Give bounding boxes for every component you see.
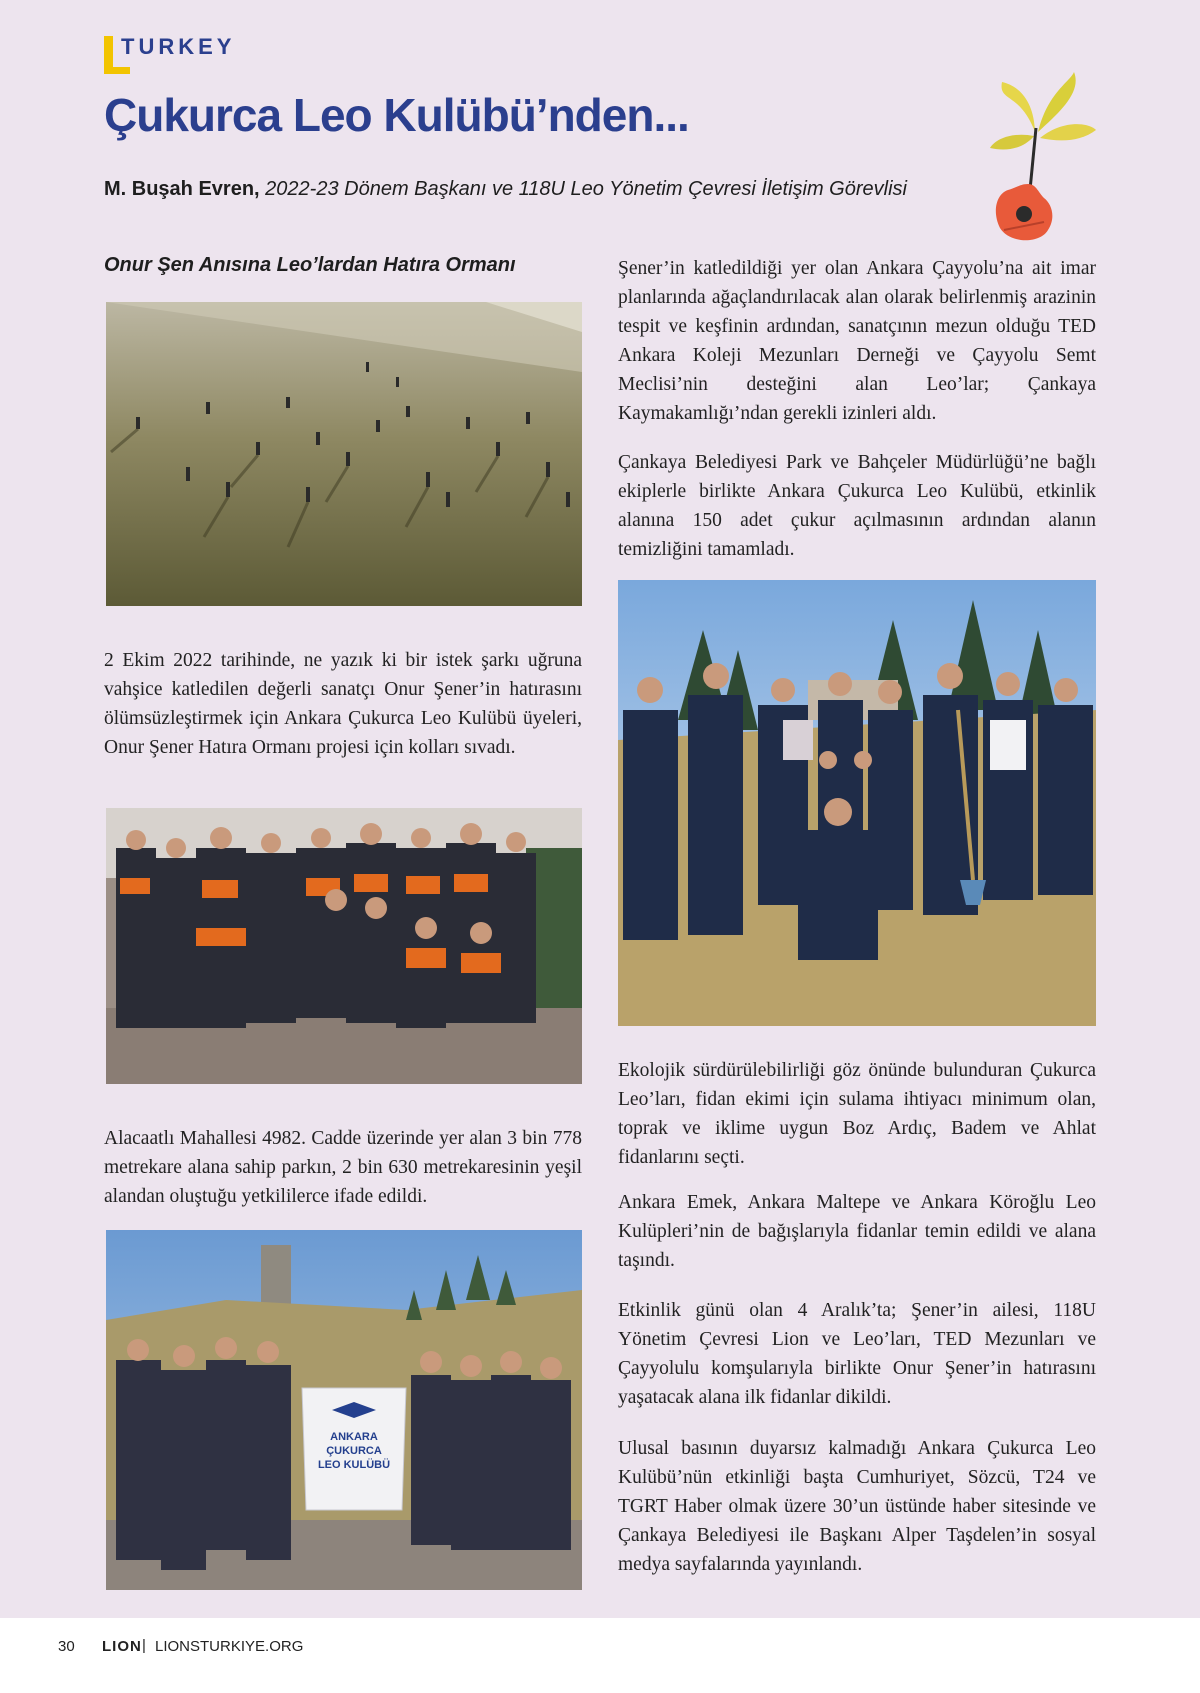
guitar-sapling-icon — [990, 72, 1100, 242]
magazine-name: LION — [102, 1638, 142, 1655]
author-name: M. Buşah Evren, — [104, 178, 260, 200]
family-group-photo — [618, 580, 1096, 1026]
paragraph-donations: Ankara Emek, Ankara Maltepe ve Ankara Köroğlu Leo Kulüpleri’nin de bağışlarıyla fidanlar temin edildi ve alana taşındı. — [618, 1192, 1096, 1271]
author-role: 2022-23 Dönem Başkanı ve 118U Leo Yönetim Çevresi İletişim Görevlisi — [265, 178, 907, 200]
banner-line2: ÇUKURCA — [326, 1445, 382, 1457]
article-subheading: Onur Şen Anısına Leo’lardan Hatıra Ormanı — [104, 254, 516, 276]
paragraph-cleanup: Çankaya Belediyesi Park ve Bahçeler Müdürlüğü’ne bağlı ekiplerle birlikte Ankara Çukurca Leo Kulübü, etkinlik alanına 150 adet çukur açılmasının ardından alanın temizliğini tamamladı. — [618, 452, 1096, 560]
paragraph-press: Ulusal basının duyarsız kalmadığı Ankara Çukurca Leo Kulübü’nün etkinliği başta Cumhuriyet, Sözcü, T24 ve TGRT Haber olmak üzere 30’un üstünde haber sitesinde ve Çankaya Belediyesi ile Başkanı Alper Taşdelen’in sosyal medya sayfalarında yayınlandı. — [618, 1438, 1096, 1575]
article-title: Çukurca Leo Kulübü’nden... — [104, 89, 689, 141]
workers-group-photo — [106, 808, 582, 1084]
byline — [104, 178, 907, 201]
banner-line1: ANKARA — [330, 1431, 378, 1443]
paragraph-saplings: Ekolojik sürdürülebilirliği göz önünde bulunduran Çukurca Leo’ları, fidan ekimi için sulama ihtiyacı minimum olan, toprak ve iklime uygun Boz Ardıç, Badem ve Ahlat fidanlarını seçti. — [618, 1060, 1096, 1168]
hillside-photo — [106, 302, 582, 606]
banner-group-photo — [106, 1230, 582, 1590]
paragraph-event-day: Etkinlik günü olan 4 Aralık’ta; Şener’in ailesi, 118U Yönetim Çevresi Lion ve Leo’ları, TED Mezunları ve Çayyolulu komşularıyla birlikte Onur Şener’in hatırasını yaşatacak alana ilk fidanlar dikildi. — [618, 1300, 1096, 1408]
banner-line3: LEO KULÜBÜ — [317, 1459, 391, 1471]
page-footer — [0, 1618, 1200, 1693]
paragraph-intro: 2 Ekim 2022 tarihinde, ne yazık ki bir istek şarkı uğruna vahşice katledilen değerli sanatçı Onur Şener’in hatırasını ölümsüzleştirmek için Ankara Çukurca Leo Kulübü üyeleri, Onur Şener Hatıra Ormanı projesi için kolları sıvadı. — [104, 650, 582, 758]
page-number: 30 — [58, 1638, 75, 1655]
website-link[interactable]: LIONSTURKIYE.ORG — [155, 1638, 304, 1655]
club-banner — [302, 1388, 406, 1510]
paragraph-park: Alacaatlı Mahallesi 4982. Cadde üzerinde yer alan 3 bin 778 metrekare alana sahip parkın, 2 bin 630 metrekaresinin yeşil alandan oluştuğu yetkililerce ifade edildi. — [104, 1128, 582, 1207]
section-tag — [104, 34, 264, 78]
footer-separator: | — [142, 1637, 146, 1654]
paragraph-planning: Şener’in katledildiği yer olan Ankara Çayyolu’na ait imar planlarında ağaçlandırılacak alan olarak belirlenmiş arazinin tespit ve keşfinin ardından, sanatçının mezun olduğu TED Ankara Koleji Mezunları Derneği ve Çayyolu Semt Meclisi’nin desteğini alan Leo’lar; Çankaya Kaymakamlığı’ndan gerekli izinleri aldı. — [618, 258, 1096, 424]
section-label: TURKEY — [121, 34, 236, 59]
